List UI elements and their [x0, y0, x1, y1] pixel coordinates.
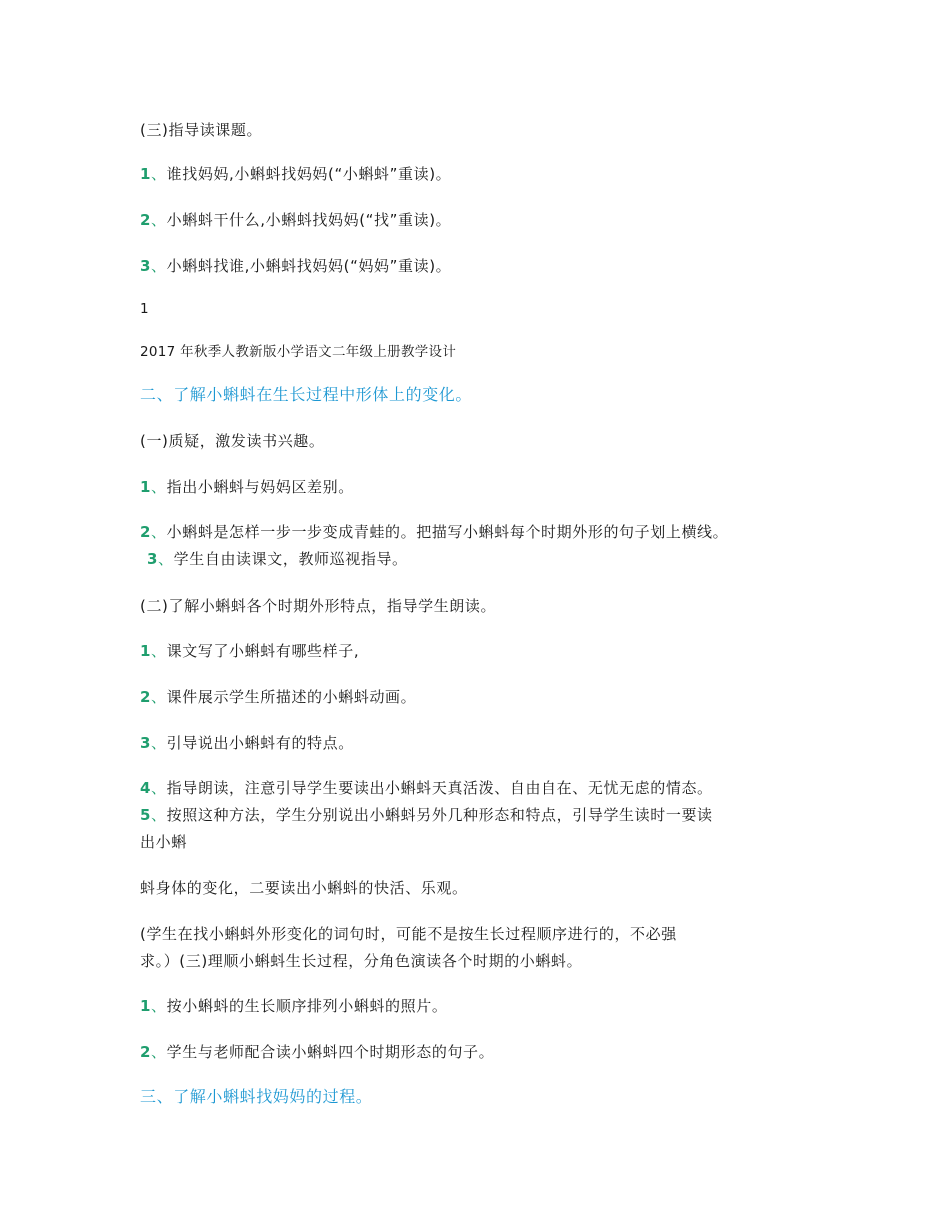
list-item-continuation: 出小蝌 [140, 833, 187, 851]
item-text: 指出小蝌蚪与妈妈区差别。 [166, 478, 354, 496]
item-number: 2 [140, 211, 152, 229]
item-number: 2 [140, 1043, 152, 1061]
list-item [147, 549, 408, 569]
list-item [140, 733, 354, 753]
item-text: 按小蝌蚪的生长顺序排列小蝌蚪的照片。 [166, 997, 448, 1015]
item-number: 4 [140, 779, 152, 797]
item-text: 学生自由读课文，教师巡视指导。 [173, 550, 408, 568]
paragraph: 蚪身体的变化，二要读出小蝌蚪的快活、乐观。 [140, 879, 468, 897]
list-item [140, 164, 451, 184]
list-item [140, 210, 451, 230]
item-separator: 、 [151, 478, 167, 496]
item-text: 指导朗读，注意引导学生要读出小蝌蚪天真活泼、自由自在、无忧无虑的情态。 [166, 779, 713, 797]
list-item [140, 778, 713, 798]
item-text: 引导说出小蝌蚪有的特点。 [166, 734, 354, 752]
section-heading-3: 三、了解小蝌蚪找妈妈的过程。 [140, 1087, 373, 1106]
item-separator: 、 [151, 165, 167, 183]
item-number: 1 [140, 642, 152, 660]
item-text: 按照这种方法，学生分别说出小蝌蚪另外几种形态和特点，引导学生读时一要读 [166, 806, 713, 824]
item-number: 3 [147, 550, 159, 568]
item-separator: 、 [151, 734, 167, 752]
item-separator: 、 [158, 550, 174, 568]
item-separator: 、 [151, 779, 167, 797]
item-separator: 、 [151, 211, 167, 229]
list-item [140, 687, 416, 707]
subsection-2-title: (二)了解小蝌蚪各个时期外形特点，指导学生朗读。 [140, 597, 497, 615]
list-item [140, 805, 713, 825]
list-item [140, 477, 354, 497]
item-number: 1 [140, 165, 152, 183]
item-text: 小蝌蚪干什么,小蝌蚪找妈妈(“找”重读)。 [166, 211, 452, 229]
list-item [140, 522, 728, 542]
item-separator: 、 [151, 688, 167, 706]
subsection-1-title: (一)质疑，激发读书兴趣。 [140, 432, 325, 450]
item-text: 学生与老师配合读小蝌蚪四个时期形态的句子。 [166, 1043, 495, 1061]
item-text: 小蝌蚪找谁,小蝌蚪找妈妈(“妈妈”重读)。 [166, 257, 452, 275]
item-text: 课文写了小蝌蚪有哪些样子, [166, 642, 360, 660]
running-header: 2017 年秋季人教新版小学语文二年级上册教学设计 [140, 344, 457, 360]
item-separator: 、 [151, 523, 167, 541]
page-number: 1 [140, 301, 149, 317]
item-number: 3 [140, 257, 152, 275]
item-separator: 、 [151, 806, 167, 824]
item-separator: 、 [151, 257, 167, 275]
list-item [140, 996, 447, 1016]
item-separator: 、 [151, 642, 167, 660]
item-text: 小蝌蚪是怎样一步一步变成青蛙的。把描写小蝌蚪每个时期外形的句子划上横线。 [166, 523, 729, 541]
item-separator: 、 [151, 1043, 167, 1061]
note-paragraph-line: 求。）(三)理顺小蝌蚪生长过程，分角色演读各个时期的小蝌蚪。 [140, 952, 583, 970]
section-heading-2: 二、了解小蝌蚪在生长过程中形体上的变化。 [140, 385, 473, 404]
list-item [140, 1042, 494, 1062]
item-number: 1 [140, 997, 152, 1015]
item-number: 5 [140, 806, 152, 824]
item-number: 2 [140, 523, 152, 541]
note-paragraph-line: (学生在找小蝌蚪外形变化的词句时，可能不是按生长过程顺序进行的，不必强 [140, 925, 677, 943]
item-separator: 、 [151, 997, 167, 1015]
item-text: 谁找妈妈,小蝌蚪找妈妈(“小蝌蚪”重读)。 [166, 165, 452, 183]
list-item [140, 641, 359, 661]
item-text: 课件展示学生所描述的小蝌蚪动画。 [166, 688, 417, 706]
item-number: 3 [140, 734, 152, 752]
item-number: 2 [140, 688, 152, 706]
list-item [140, 256, 451, 276]
section-guide-reading-title: (三)指导读课题。 [140, 121, 263, 139]
item-number: 1 [140, 478, 152, 496]
